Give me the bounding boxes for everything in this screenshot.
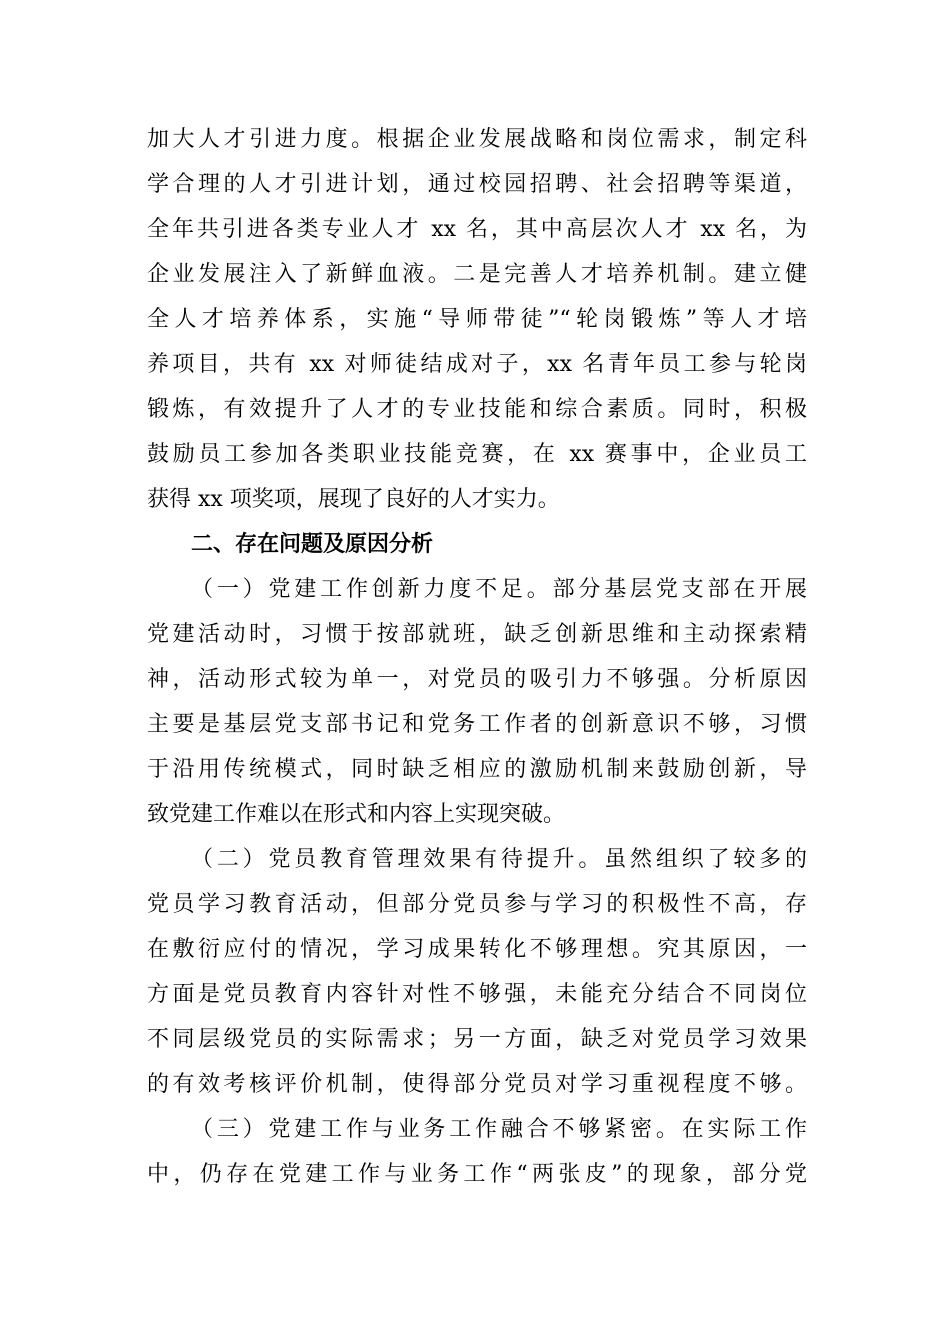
paragraph-line: 锻炼，有效提升了人才的专业技能和综合素质。同时，积极 [147,397,807,422]
item-heading: （二）党员教育管理效果有待提升。 [191,847,605,872]
item-first-line [191,844,807,876]
item-text: 虽然组织了较多的 [604,847,807,872]
paragraph-line: 方面是党员教育内容针对性不够强，未能充分结合不同岗位 [147,982,807,1007]
item-first-line [191,1114,807,1146]
section-heading: 二、存在问题及原因分析 [191,532,434,557]
paragraph-line: 养项目，共有 xx 对师徒结成对子，xx 名青年员工参与轮岗 [147,352,807,377]
paragraph-line: 主要是基层党支部书记和党务工作者的创新意识不够，习惯 [147,712,807,737]
paragraph-line: 党员学习教育活动，但部分党员参与学习的积极性不高，存 [147,892,807,917]
paragraph-line: 的有效考核评价机制，使得部分党员对学习重视程度不够。 [147,1072,807,1097]
paragraph-line: 企业发展注入了新鲜血液。二是完善人才培养机制。建立健 [147,262,807,287]
paragraph-line: 党建活动时，习惯于按部就班，缺乏创新思维和主动探索精 [147,622,807,647]
paragraph-line: 学合理的人才引进计划，通过校园招聘、社会招聘等渠道， [147,172,807,197]
paragraph-line: 全年共引进各类专业人才 xx 名，其中高层次人才 xx 名，为 [147,217,807,242]
paragraph-line: 不同层级党员的实际需求；另一方面，缺乏对党员学习效果 [147,1027,807,1052]
item-text: 部分基层党支部在开展 [552,577,807,602]
item-text: 在实际工作 [681,1117,807,1142]
paragraph-line: 全人才培养体系，实施“导师带徒”“轮岗锻炼”等人才培 [147,307,807,332]
item-heading: （一）党建工作创新力度不足。 [191,577,553,602]
item-heading: （三）党建工作与业务工作融合不够紧密。 [191,1117,682,1142]
paragraph-line: 神，活动形式较为单一，对党员的吸引力不够强。分析原因 [147,667,807,692]
paragraph-line: 加大人才引进力度。根据企业发展战略和岗位需求，制定科 [147,127,807,152]
paragraph-line: 于沿用传统模式，同时缺乏相应的激励机制来鼓励创新，导 [147,757,807,782]
paragraph-line: 致党建工作难以在形式和内容上实现突破。 [147,802,566,827]
paragraph-line: 在敷衍应付的情况，学习成果转化不够理想。究其原因，一 [147,937,807,962]
paragraph-line: 中，仍存在党建工作与业务工作“两张皮”的现象，部分党 [147,1162,807,1187]
item-first-line [191,574,807,606]
paragraph-line: 鼓励员工参加各类职业技能竞赛，在 xx 赛事中，企业员工 [147,442,807,467]
paragraph-line: 获得 xx 项奖项，展现了良好的人才实力。 [147,487,560,512]
